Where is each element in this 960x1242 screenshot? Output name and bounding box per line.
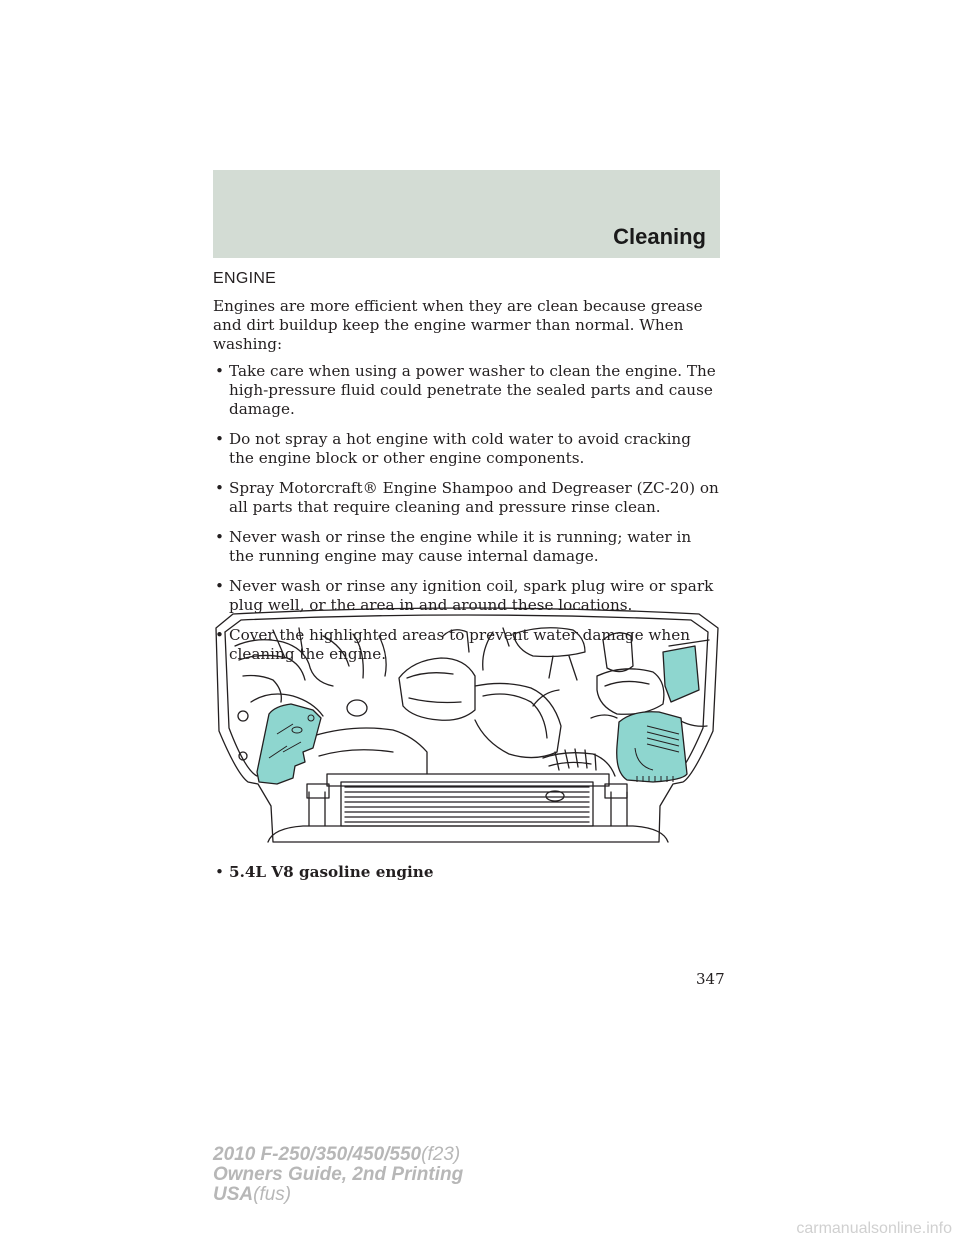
- section-heading: ENGINE: [213, 270, 277, 287]
- caption-text: 5.4L V8 gasoline engine: [229, 863, 434, 881]
- highlight-right-battery: [663, 646, 699, 702]
- bullet-text: Never wash or rinse the engine while it is running; water in the running engine may cause internal damage.: [229, 528, 692, 565]
- bullet-dot: •: [215, 528, 224, 546]
- footer-line-1: [213, 1145, 463, 1165]
- list-item: [213, 362, 720, 419]
- list-item: [213, 479, 720, 517]
- bullet-dot: •: [215, 577, 224, 595]
- bullet-text: Do not spray a hot engine with cold water to avoid cracking the engine block or other engine components.: [229, 430, 691, 467]
- section-header-band: [213, 170, 720, 258]
- bullet-text: Spray Motorcraft® Engine Shampoo and Degreaser (ZC-20) on all parts that require cleaning and pressure rinse clean.: [229, 479, 719, 516]
- bullet-dot: •: [215, 430, 224, 448]
- footer-model-code: (f23): [421, 1144, 461, 1165]
- engine-compartment-illustration: [213, 606, 720, 852]
- bullet-dot: •: [215, 626, 224, 644]
- page-number: 347: [696, 970, 725, 988]
- bullet-dot: •: [215, 362, 224, 380]
- bullet-text: Never wash or rinse any ignition coil, spark plug wire or spark plug well, or the area in and around these locations.: [229, 577, 714, 614]
- highlight-left-fuse-box: [257, 704, 321, 784]
- footer-line-2: Owners Guide, 2nd Printing: [213, 1164, 464, 1185]
- footer-market: USA: [213, 1184, 254, 1205]
- bullet-text: Cover the highlighted areas to prevent water damage when cleaning the engine.: [229, 626, 690, 663]
- highlight-right-airbox: [617, 712, 687, 782]
- section-title: Cleaning: [613, 224, 706, 249]
- footer-market-code: (fus): [253, 1184, 292, 1205]
- document-footer: [213, 1145, 463, 1205]
- watermark-link[interactable]: carmanualsonline.info: [796, 1220, 952, 1237]
- list-item: [213, 430, 720, 468]
- figure-caption: [213, 863, 720, 881]
- bullet-dot: •: [215, 479, 224, 497]
- intro-paragraph: Engines are more efficient when they are clean because grease and dirt buildup keep the engine warmer than normal. When washing:: [213, 297, 703, 353]
- list-item: [213, 528, 720, 566]
- bullet-dot: •: [215, 863, 224, 881]
- footer-line-3: [213, 1185, 463, 1205]
- footer-model: 2010 F-250/350/450/550: [213, 1144, 422, 1165]
- bullet-text: Take care when using a power washer to clean the engine. The high-pressure fluid could penetrate the sealed parts and cause damage.: [229, 362, 716, 418]
